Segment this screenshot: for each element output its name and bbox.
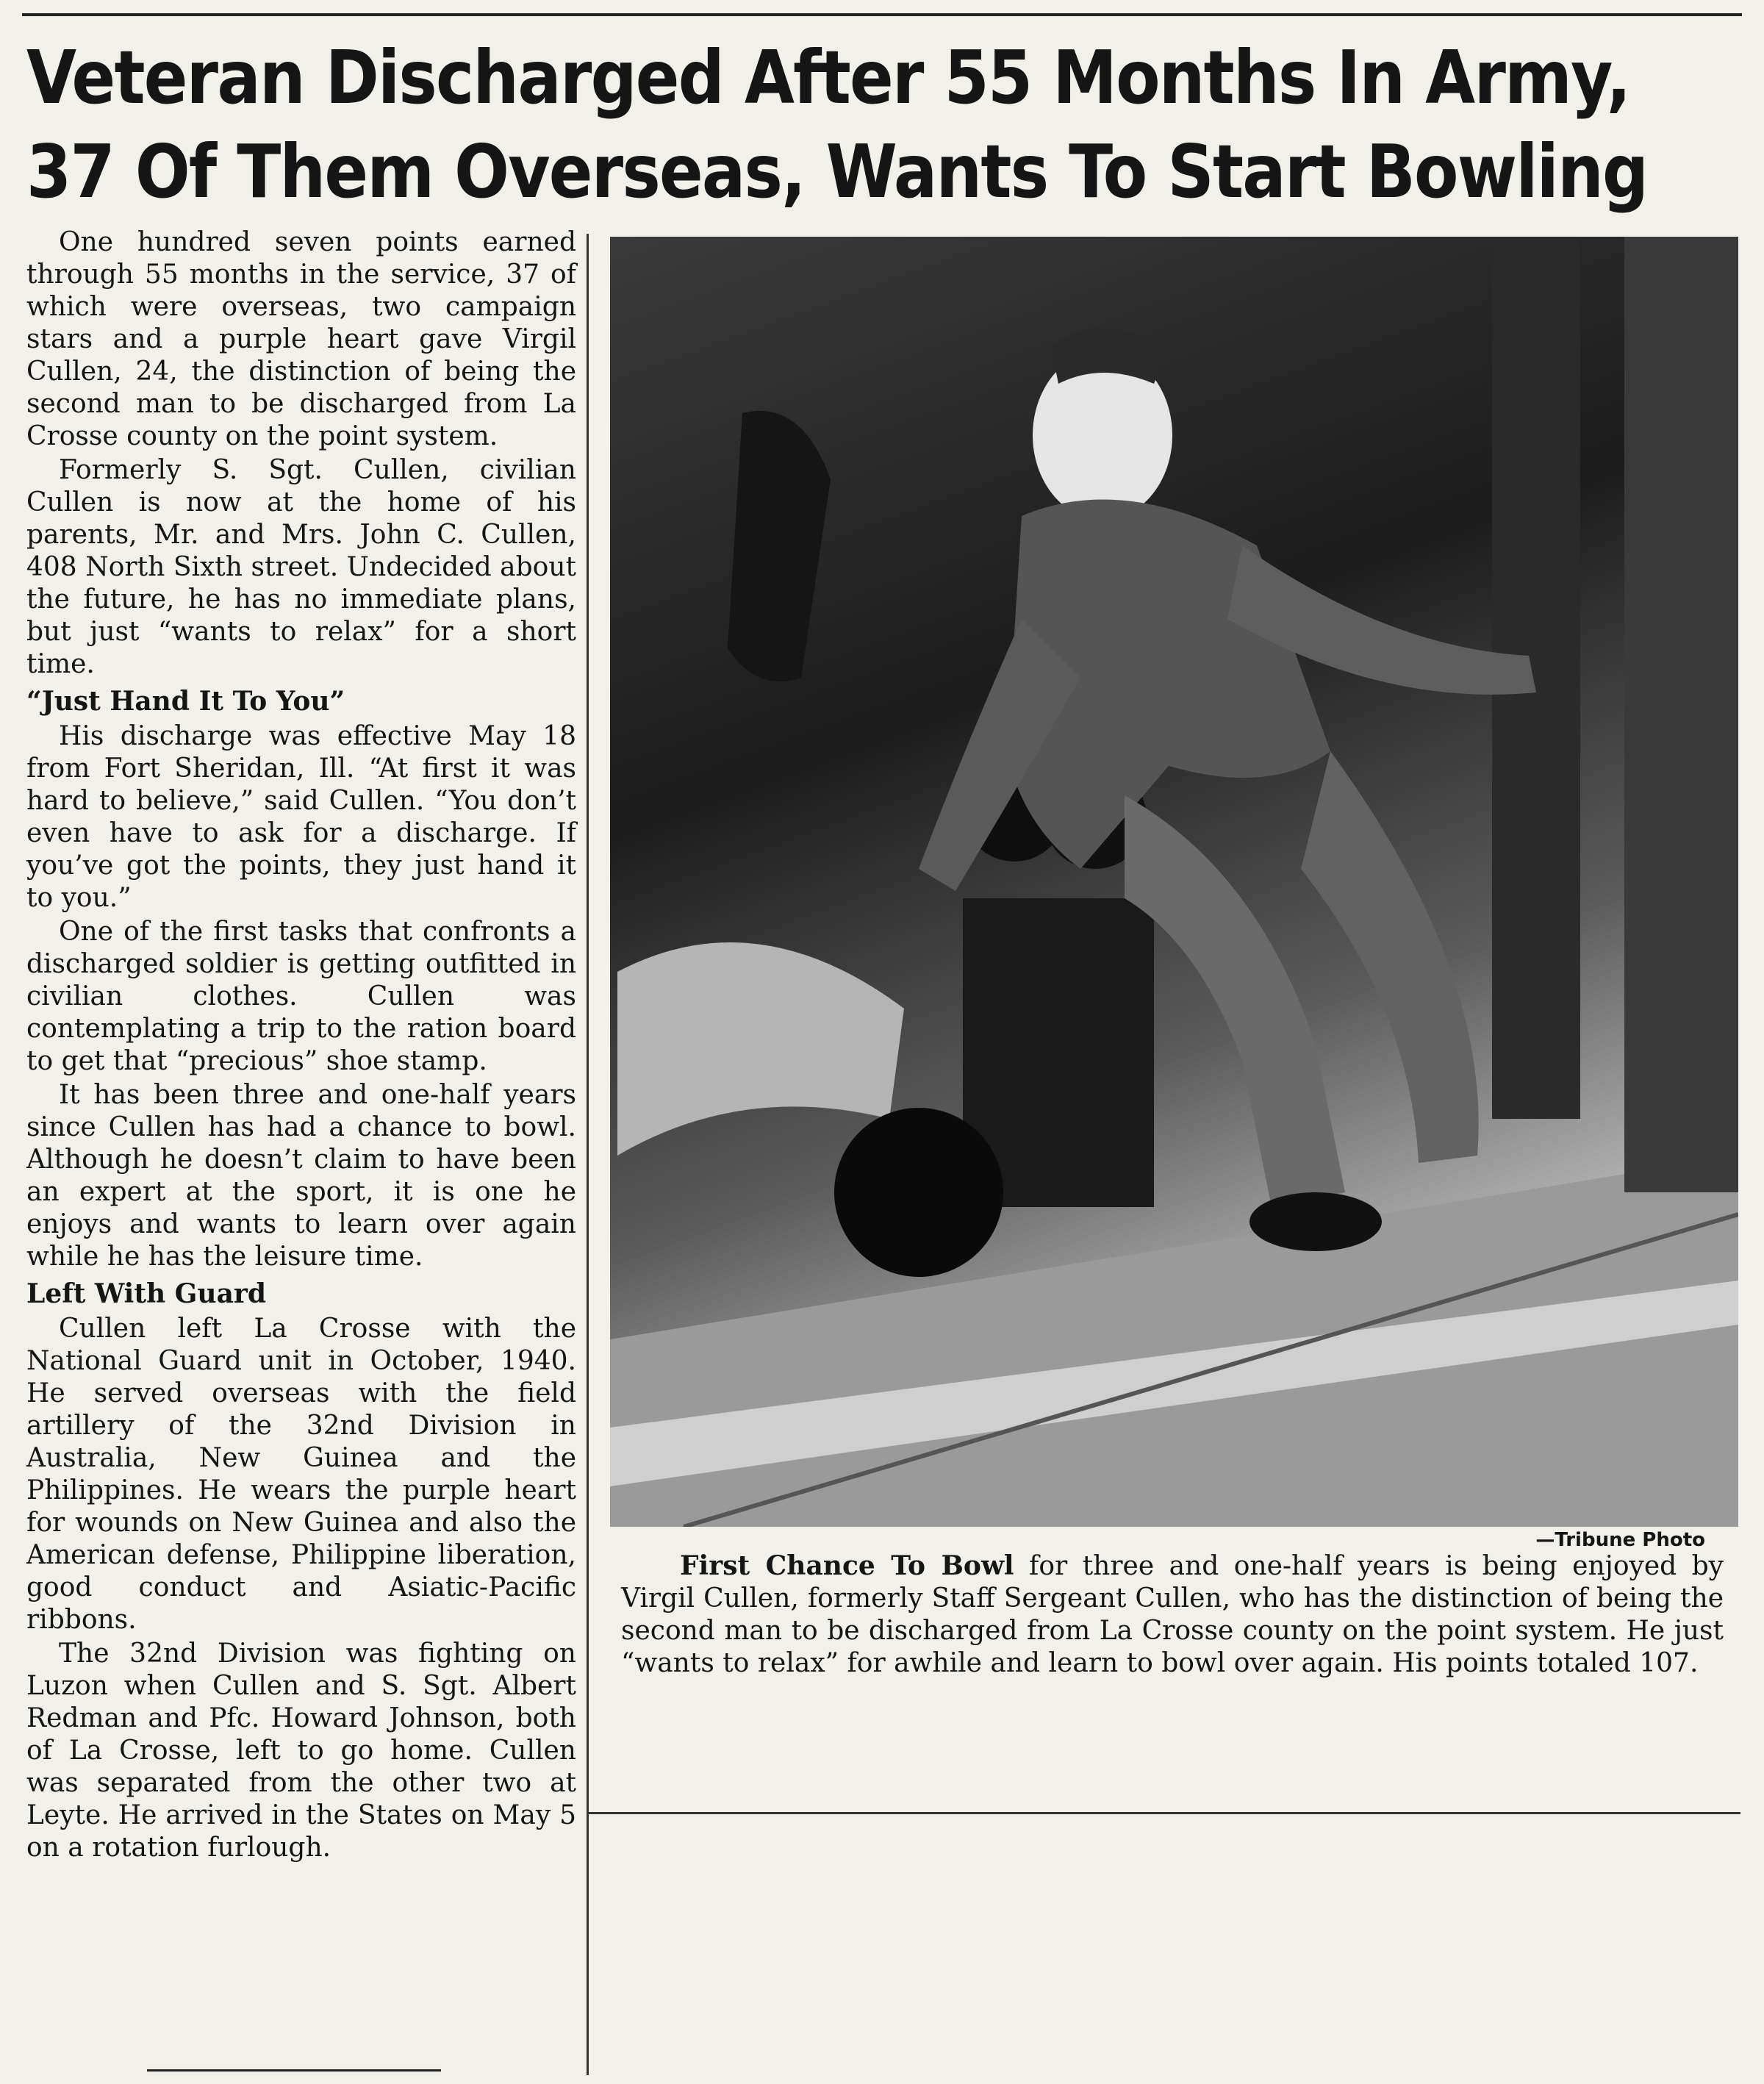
- paragraph-7: The 32nd Division was fighting on Luzon when Cullen and S. Sgt. Albert Redman and Pfc. Howard Johnson, both of La Crosse, left to go home. Cullen was separated from the other two at Leyte. He arrived in the States on May 5 on a rotation furlough.: [26, 1639, 576, 1863]
- photo-credit: —Tribune Photo: [1535, 1529, 1705, 1551]
- paragraph-1: One hundred seven points earned through 55 months in the service, 37 of which were overseas, two campaign stars and a purple heart gave Virgil Cullen, 24, the distinction of being the second man to be discharged from La Crosse county on the point system.: [26, 227, 576, 451]
- subhead-just-hand-it: “Just Hand It To You”: [26, 686, 345, 717]
- paragraph-4: One of the first tasks that confronts a discharged soldier is getting outfitted in civilian clothes. Cullen was contemplating a trip to the ration board to get that “precious” shoe stamp.: [26, 917, 576, 1076]
- caption-lead: First Chance To Bowl: [680, 1550, 1014, 1581]
- caption-body: for three and one-half years is being enjoyed by Virgil Cullen, formerly Staff Sergeant Cullen, who has the distinction of being the second man to be discharged from La Crosse county on the point system. He just “wants to relax” for awhile and learn to bowl over again. His points totaled 107.: [621, 1551, 1724, 1678]
- photo-caption: [621, 1550, 1724, 1680]
- headline-line-1: Veteran Discharged After 55 Months In Army,: [26, 35, 1630, 121]
- bowling-photo: [610, 237, 1738, 1527]
- subhead-left-with-guard: Left With Guard: [26, 1278, 267, 1309]
- headline: [26, 31, 1648, 219]
- bowling-photo-illustration: [610, 237, 1738, 1527]
- paragraph-2: Formerly S. Sgt. Cullen, civilian Cullen is now at the home of his parents, Mr. and Mrs. John C. Cullen, 408 North Sixth street. Undecided about the future, he has no immediate plans, but just “wants to relax” for a short time.: [26, 455, 576, 679]
- column-divider: [587, 234, 589, 2075]
- top-rule: [22, 13, 1742, 16]
- headline-line-2: 37 Of Them Overseas, Wants To Start Bowling: [26, 129, 1648, 215]
- paragraph-5: It has been three and one-half years since Cullen has had a chance to bowl. Although he doesn’t claim to have been an expert at the sport, it is one he enjoys and wants to learn over again while he has the leisure time.: [26, 1080, 576, 1272]
- paragraph-6: Cullen left La Crosse with the National Guard unit in October, 1940. He served overseas with the field artillery of the 32nd Division in Australia, New Guinea and the Philippines. He wears the purple heart for wounds on New Guinea and also the American defense, Philippine liberation, good conduct and Asiatic-Pacific ribbons.: [26, 1314, 576, 1635]
- caption-bottom-rule: [587, 1812, 1740, 1814]
- paragraph-3: His discharge was effective May 18 from Fort Sheridan, Ill. “At first it was hard to believe,” said Cullen. “You don’t even have to ask for a discharge. If you’ve got the points, they just hand it to you.”: [26, 721, 576, 913]
- article-body: [26, 226, 576, 1866]
- end-rule: [147, 2069, 441, 2072]
